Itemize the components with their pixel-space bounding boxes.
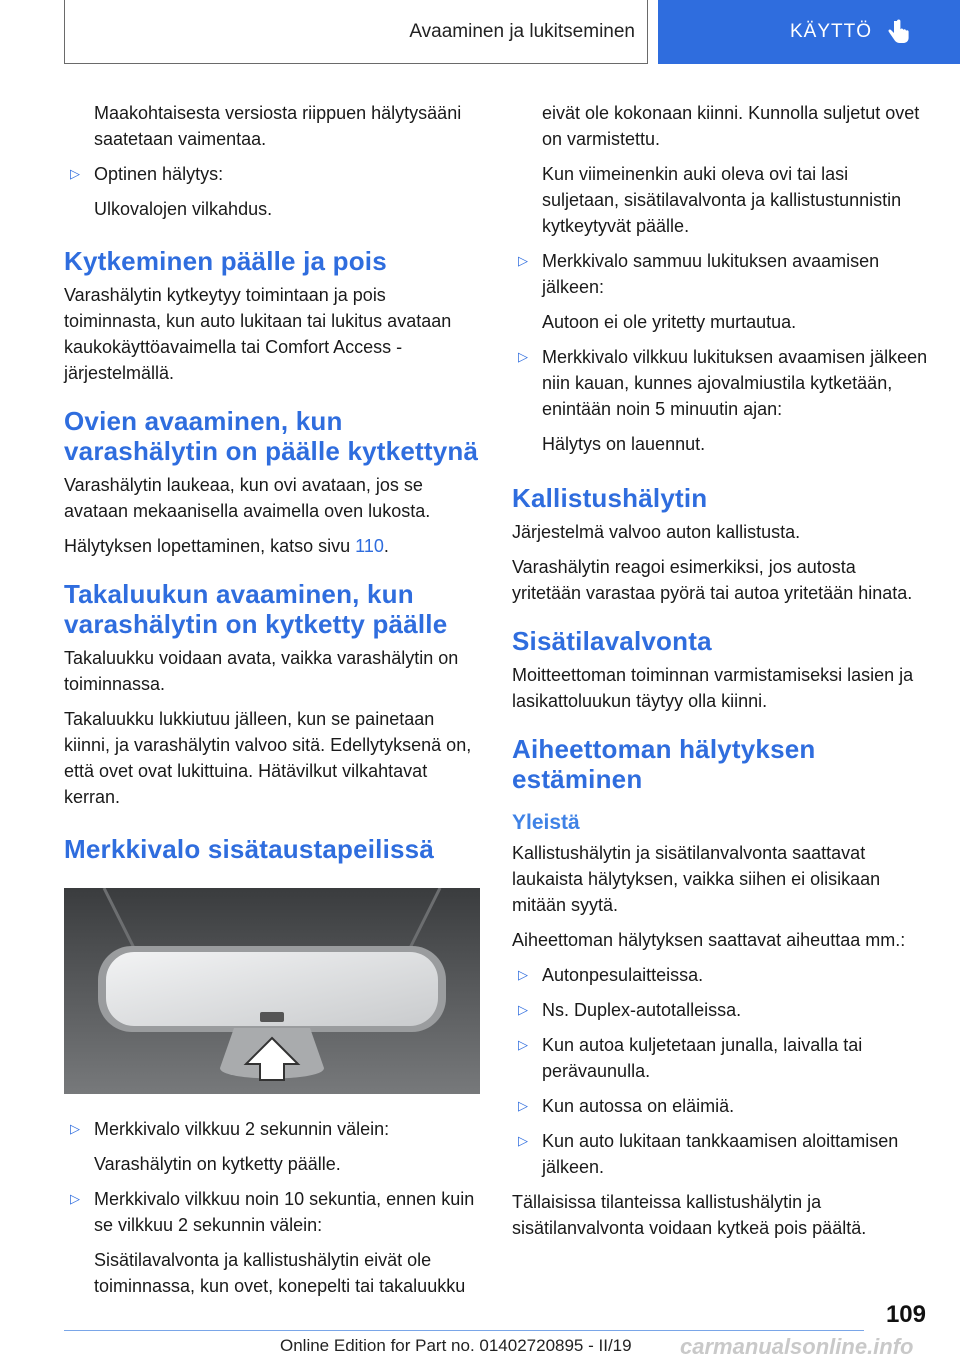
footer-divider	[64, 1330, 864, 1331]
paragraph: Aiheettoman hälytyksen saattavat aiheuttaa mm.:	[512, 930, 906, 950]
hand-pointer-icon	[886, 19, 910, 45]
list-item	[64, 161, 480, 187]
paragraph: Varashälytin laukeaa, kun ovi avataan, jos se avataan mekaanisella avaimella oven lukosta.	[64, 475, 431, 521]
paragraph: Moitteettoman toiminnan varmistamiseksi lasien ja lasikattoluukun täytyy olla kiinni.	[512, 665, 914, 711]
list-item-text: Optinen hälytys:	[94, 164, 224, 184]
page-ref-suffix: .	[383, 536, 389, 556]
list-item-text: Kun auto lukitaan tankkaamisen aloittamisen jälkeen.	[542, 1131, 899, 1177]
bullet-triangle-icon: ▷	[518, 1037, 528, 1052]
page-ref-prefix: Hälytyksen lopettaminen, katso sivu	[64, 536, 356, 556]
paragraph: Järjestelmä valvoo auton kallistusta.	[512, 522, 801, 542]
heading-trunk: Takaluukun avaaminen, kun varashälytin on kytketty päälle	[64, 579, 448, 639]
bullet-triangle-icon: ▷	[70, 166, 80, 181]
rearview-mirror-image	[64, 888, 480, 1094]
list-item	[512, 997, 928, 1023]
list-item-description: Autoon ei ole yritetty murtautua.	[542, 312, 797, 332]
list-item	[512, 1128, 928, 1180]
bullet-triangle-icon: ▷	[518, 1002, 528, 1017]
list-item-description: Sisätilavalvonta ja kallistushälytin eivät ole toiminnassa, kun ovet, konepelti tai takaluukku	[94, 1250, 466, 1296]
list-item	[512, 344, 928, 422]
intro-text: Maakohtaisesta versiosta riippuen hälytysääni saatetaan vaimentaa.	[94, 103, 462, 149]
paragraph: Varashälytin reagoi esimerkiksi, jos autosta yritetään varastaa pyörä tai autoa yritetään hinata.	[512, 557, 913, 603]
list-item-text: Ns. Duplex-autotalleissa.	[542, 1000, 742, 1020]
heading-false-alarm: Aiheettoman hälytyksen estäminen	[512, 734, 816, 794]
paragraph: Varashälytin kytkeytyy toimintaan ja pois toiminnasta, kun auto lukitaan tai lukitus avataan kaukokäyttöavaimella tai Comfort Access -järjestelmällä.	[64, 285, 452, 383]
bullet-triangle-icon: ▷	[518, 349, 528, 364]
bullet-triangle-icon: ▷	[518, 1098, 528, 1113]
bullet-triangle-icon: ▷	[70, 1191, 80, 1206]
list-item-text: Kun autossa on eläimiä.	[542, 1096, 735, 1116]
list-item	[64, 1116, 480, 1142]
right-column	[512, 100, 928, 1250]
list-item	[512, 1032, 928, 1084]
heading-indicator: Merkkivalo sisätaustapeilissä	[64, 834, 435, 864]
paragraph-page-ref	[64, 533, 480, 559]
paragraph: Kallistushälytin ja sisätilanvalvonta saattavat laukaista hälytyksen, vaikka siihen ei olisikaan mitään syytä.	[512, 843, 881, 915]
list-item-text: Merkkivalo vilkkuu 2 sekunnin välein:	[94, 1119, 390, 1139]
header-chapter-tab	[658, 0, 960, 64]
subheading-general: Yleistä	[512, 811, 580, 834]
list-item	[512, 962, 928, 988]
list-item-text: Merkkivalo vilkkuu noin 10 sekuntia, ennen kuin se vilkkuu 2 sekunnin välein:	[94, 1189, 475, 1235]
list-item-text: Autonpesulaitteissa.	[542, 965, 704, 985]
list-item-text: Kun autoa kuljetetaan junalla, laivalla tai perävaunulla.	[542, 1035, 863, 1081]
footer-edition: Online Edition for Part no. 01402720895 - II/19	[280, 1336, 632, 1355]
list-item-description: Hälytys on lauennut.	[542, 434, 706, 454]
heading-tilt: Kallistushälytin	[512, 483, 708, 513]
list-item	[64, 1186, 480, 1238]
watermark: carmanualsonline.info	[680, 1334, 914, 1359]
paragraph: Takaluukku voidaan avata, vaikka varashälytin on toiminnassa.	[64, 648, 459, 694]
list-item-description: Ulkovalojen vilkahdus.	[94, 199, 273, 219]
list-item-description: Varashälytin on kytketty päälle.	[94, 1154, 341, 1174]
header-section-box	[64, 0, 648, 64]
paragraph: Tällaisissa tilanteissa kallistushälytin ja sisätilanvalvonta voidaan kytkeä pois päältä.	[512, 1192, 867, 1238]
bullet-triangle-icon: ▷	[518, 253, 528, 268]
list-item-text: Merkkivalo vilkkuu lukituksen avaamisen jälkeen niin kauan, kunnes ajovalmiustila kytketään, enintään noin 5 minuutin ajan:	[542, 347, 928, 419]
bullet-triangle-icon: ▷	[518, 967, 528, 982]
bullet-triangle-icon: ▷	[518, 1133, 528, 1148]
continued-text: eivät ole kokonaan kiinni. Kunnolla suljetut ovet on varmistettu.	[542, 103, 920, 149]
list-item	[512, 248, 928, 300]
header-section-title: Avaaminen ja lukitseminen	[409, 20, 635, 42]
heading-doors: Ovien avaaminen, kun varashälytin on päälle kytkettynä	[64, 406, 479, 466]
continued-text: Kun viimeinenkin auki oleva ovi tai lasi suljetaan, sisätilavalvonta ja kallistustunnistin kytkeytyvät päälle.	[542, 164, 902, 236]
list-item	[512, 1093, 928, 1119]
heading-on-off: Kytkeminen päälle ja pois	[64, 246, 387, 276]
page-number: 109	[885, 1301, 926, 1328]
paragraph: Takaluukku lukkiutuu jälleen, kun se painetaan kiinni, ja varashälytin valvoo sitä. Edellytyksenä on, että ovet ovat lukittuina. Hätävilkut vilkahtavat kerran.	[64, 709, 472, 807]
page-link[interactable]: 110	[355, 536, 384, 556]
heading-interior: Sisätilavalvonta	[512, 626, 712, 656]
list-item-text: Merkkivalo sammuu lukituksen avaamisen jälkeen:	[542, 251, 880, 297]
header-chapter-title: KÄYTTÖ	[790, 21, 873, 42]
bullet-triangle-icon: ▷	[70, 1121, 80, 1136]
left-column	[64, 100, 480, 1308]
